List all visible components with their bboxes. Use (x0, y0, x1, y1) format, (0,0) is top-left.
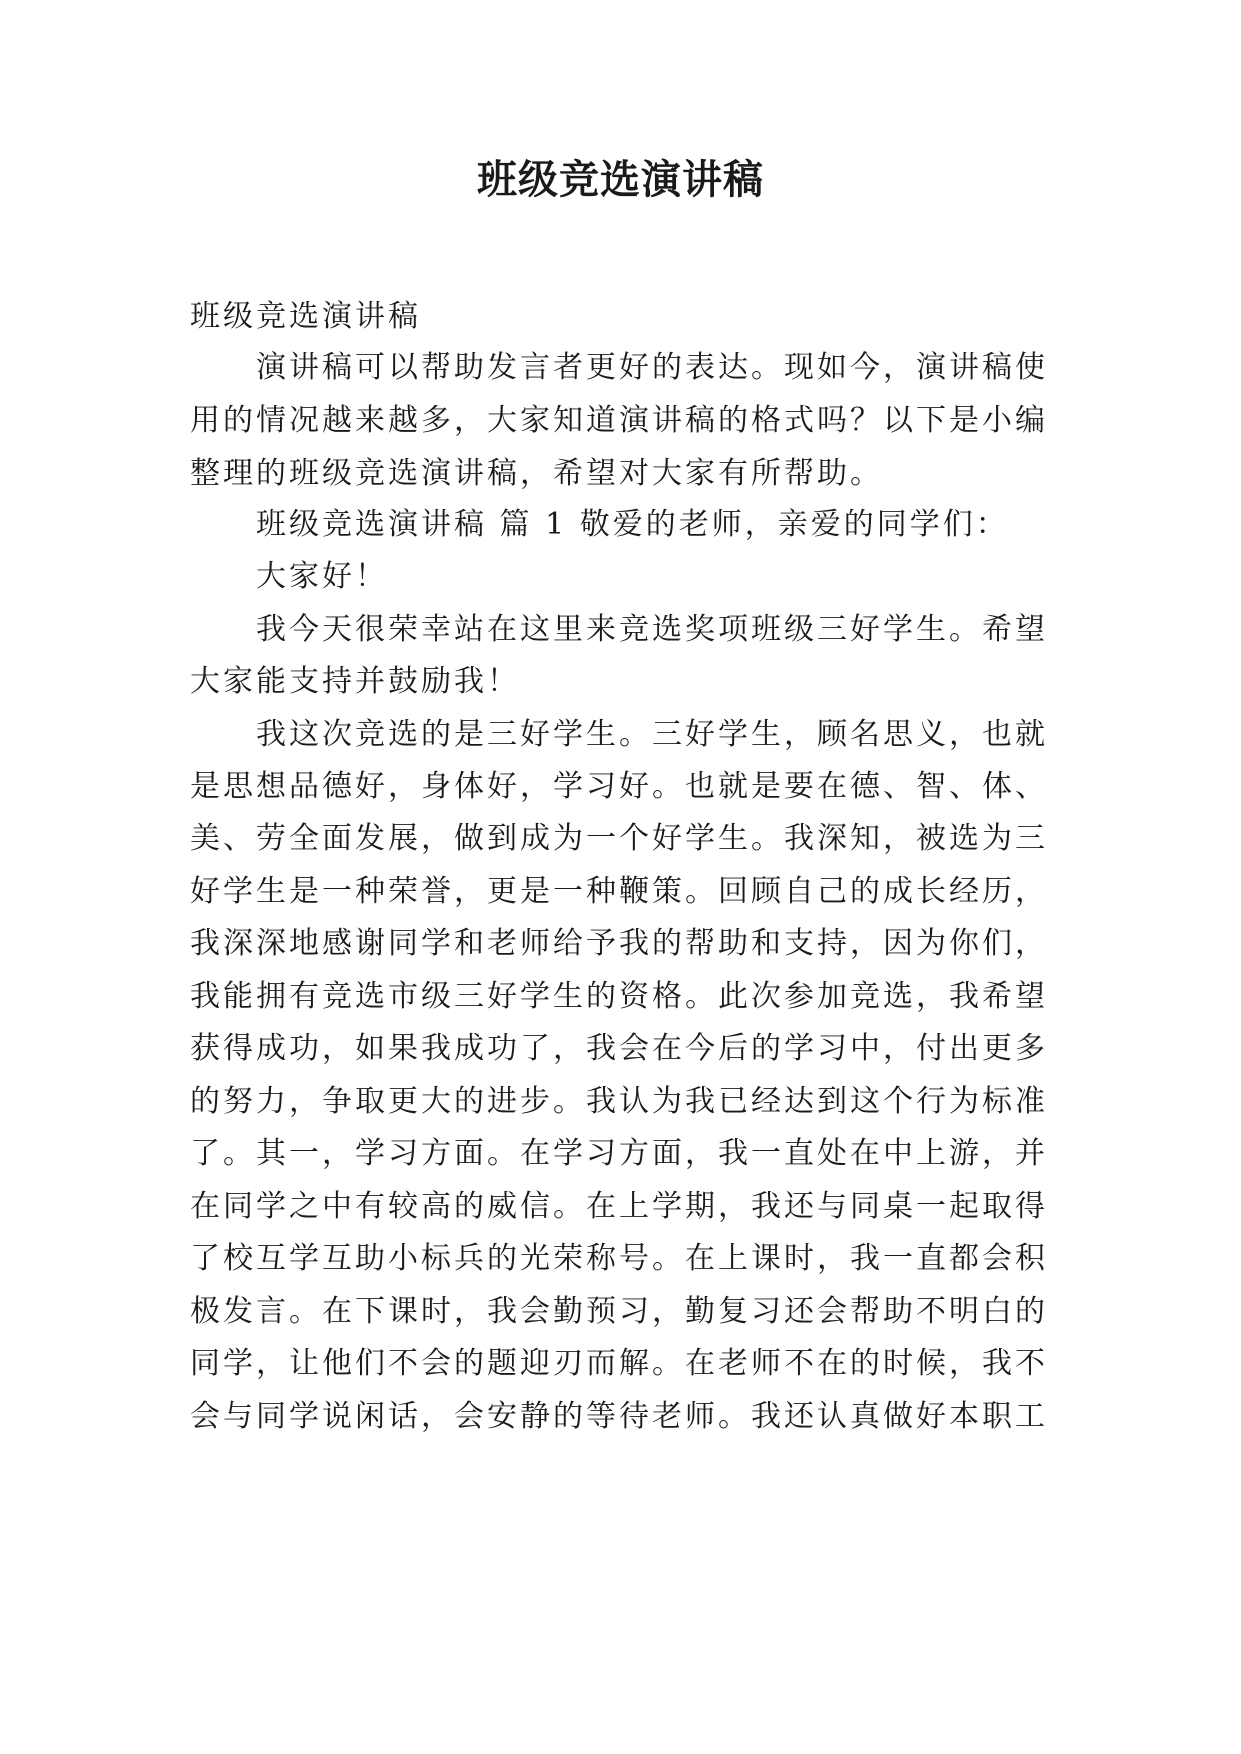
text-line: 大家好！ (256, 559, 388, 594)
text-line: 整理的班级竞选演讲稿，希望对大家有所帮助。 (190, 456, 883, 491)
text-line: 获得成功，如果我成功了，我会在今后的学习中，付出更多 (190, 1031, 1048, 1066)
text-line: 好学生是一种荣誉，更是一种鞭策。回顾自己的成长经历， (190, 874, 1048, 909)
text-line: 班级竞选演讲稿 篇 1 敬爱的老师，亲爱的同学们： (256, 507, 1009, 542)
text-line: 是思想品德好，身体好，学习好。也就是要在德、智、体、 (190, 769, 1048, 804)
text-line: 演讲稿可以帮助发言者更好的表达。现如今，演讲稿使 (256, 350, 1048, 385)
document-title: 班级竞选演讲稿 (477, 156, 764, 203)
text-line: 的努力，争取更大的进步。我认为我已经达到这个行为标准 (190, 1084, 1048, 1119)
text-line: 同学，让他们不会的题迎刃而解。在老师不在的时候，我不 (190, 1346, 1048, 1381)
text-line: 了校互学互助小标兵的光荣称号。在上课时，我一直都会积 (190, 1241, 1048, 1276)
text-line: 我今天很荣幸站在这里来竞选奖项班级三好学生。希望 (256, 612, 1048, 647)
text-line: 用的情况越来越多，大家知道演讲稿的格式吗？以下是小编 (190, 403, 1048, 438)
text-line: 了。其一，学习方面。在学习方面，我一直处在中上游，并 (190, 1136, 1048, 1171)
text-line: 我这次竞选的是三好学生。三好学生，顾名思义，也就 (256, 717, 1048, 752)
text-line: 在同学之中有较高的威信。在上学期，我还与同桌一起取得 (190, 1189, 1048, 1224)
text-line: 我深深地感谢同学和老师给予我的帮助和支持，因为你们， (190, 926, 1048, 961)
text-line: 美、劳全面发展，做到成为一个好学生。我深知，被选为三 (190, 821, 1048, 856)
text-line: 极发言。在下课时，我会勤预习，勤复习还会帮助不明白的 (190, 1294, 1048, 1329)
text-line: 大家能支持并鼓励我！ (190, 664, 520, 699)
text-line: 会与同学说闲话，会安静的等待老师。我还认真做好本职工 (190, 1399, 1048, 1434)
text-line: 班级竞选演讲稿 (190, 299, 421, 334)
text-line: 我能拥有竞选市级三好学生的资格。此次参加竞选，我希望 (190, 979, 1048, 1014)
